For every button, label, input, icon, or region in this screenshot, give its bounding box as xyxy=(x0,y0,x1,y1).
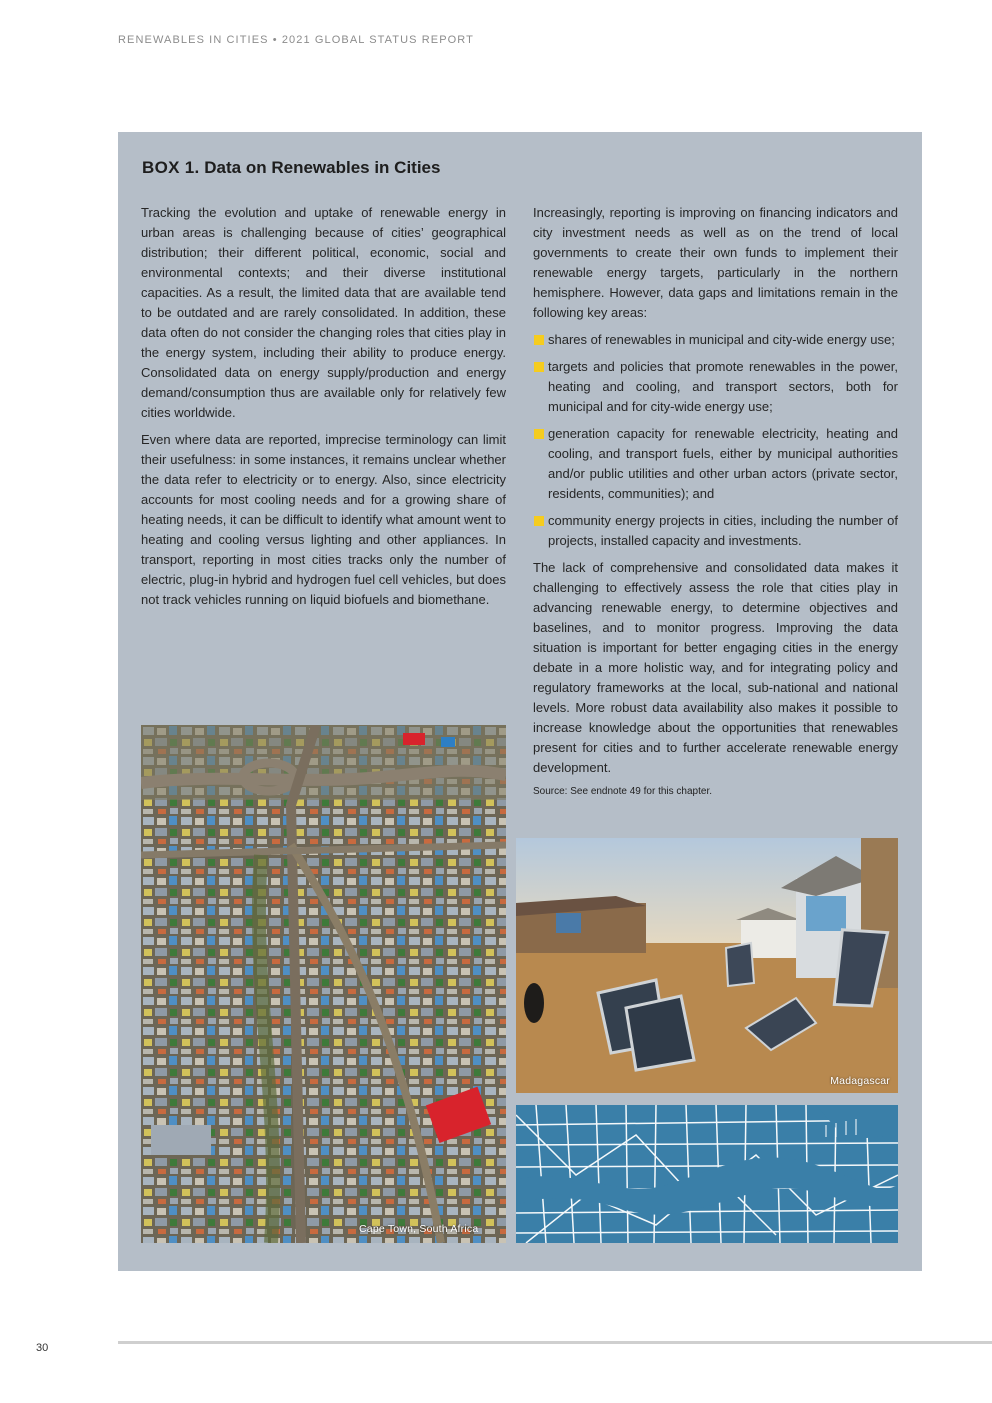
city-map-image xyxy=(516,1105,898,1243)
box-title-text: Data on Renewables in Cities xyxy=(204,158,441,177)
source-note: Source: See endnote 49 for this chapter. xyxy=(533,786,713,797)
capetown-aerial-photo xyxy=(141,725,506,1243)
box-label: BOX 1. xyxy=(142,158,200,177)
data-box xyxy=(118,132,922,1271)
madagascar-caption: Madagascar xyxy=(830,1075,890,1087)
list-item: shares of renewables in municipal and city-wide energy use; xyxy=(533,330,898,350)
city-map-graphic xyxy=(516,1105,898,1243)
running-header: RENEWABLES IN CITIES • 2021 GLOBAL STATUS REPORT xyxy=(118,34,474,46)
madagascar-solar-photo xyxy=(516,838,898,1093)
madagascar-solar-image xyxy=(516,838,898,1093)
box-title xyxy=(142,158,440,178)
paragraph: Tracking the evolution and uptake of renewable energy in urban areas is challenging because of cities’ geographical distribution; their different political, economic, social and environmental contexts; and their diverse institutional capacities. As a result, the limited data that are available tend to be outdated and are rarely consolidated. In addition, these data often do not consider the changing roles that cities play in the energy system, including their ability to produce energy. Consolidated data on energy supply/production and energy demand/consumption thus are available only for relatively few cities worldwide. xyxy=(141,205,506,420)
paragraph: Even where data are reported, imprecise terminology can limit their usefulness: in some instances, it remains unclear whether the data refer to electricity or to energy. Also, since electricity accounts for most cooling needs and for a growing share of heating needs, it can be difficult to identify what amount went to heating and cooling versus lighting and other appliances. In transport, reporting in most cities tracks only the number of electric, plug-in hybrid and hydrogen fuel cell vehicles, but does not track vehicles running on liquid biofuels and biomethane. xyxy=(141,432,506,607)
key-areas-list xyxy=(533,330,898,551)
right-column xyxy=(533,203,898,799)
footer-rule xyxy=(118,1341,992,1344)
page-number: 30 xyxy=(36,1342,49,1354)
capetown-caption: Cape Town, South Africa xyxy=(359,1223,479,1235)
left-column xyxy=(141,203,506,617)
paragraph: Increasingly, reporting is improving on financing indicators and city investment needs as well as on the trend of local governments to create their own funds to implement their renewable energy targets, particularly in the northern hemisphere. However, data gaps and limitations remain in the following key areas: xyxy=(533,205,898,320)
list-item: community energy projects in cities, including the number of projects, installed capacity and investments. xyxy=(533,511,898,551)
paragraph: The lack of comprehensive and consolidated data makes it challenging to effectively assess the role that cities play in advancing renewable energy, to determine objectives and baselines, and to monitor progress. Improving the data situation is important for better engaging cities in the energy debate in a more holistic way, and for integrating policy and regulatory frameworks at the local, sub-national and national levels. More robust data availability also makes it possible to increase knowledge about the opportunities that renewables present for cities and to further accelerate renewable energy development. xyxy=(533,560,898,775)
list-item: targets and policies that promote renewables in the power, heating and cooling, and transport sectors, both for municipal and for city-wide energy use; xyxy=(533,357,898,417)
capetown-aerial-image xyxy=(141,725,506,1243)
list-item: generation capacity for renewable electricity, heating and cooling, and transport fuels, either by municipal authorities and/or public utilities and other urban actors (private sector, residents, communities); and xyxy=(533,424,898,504)
